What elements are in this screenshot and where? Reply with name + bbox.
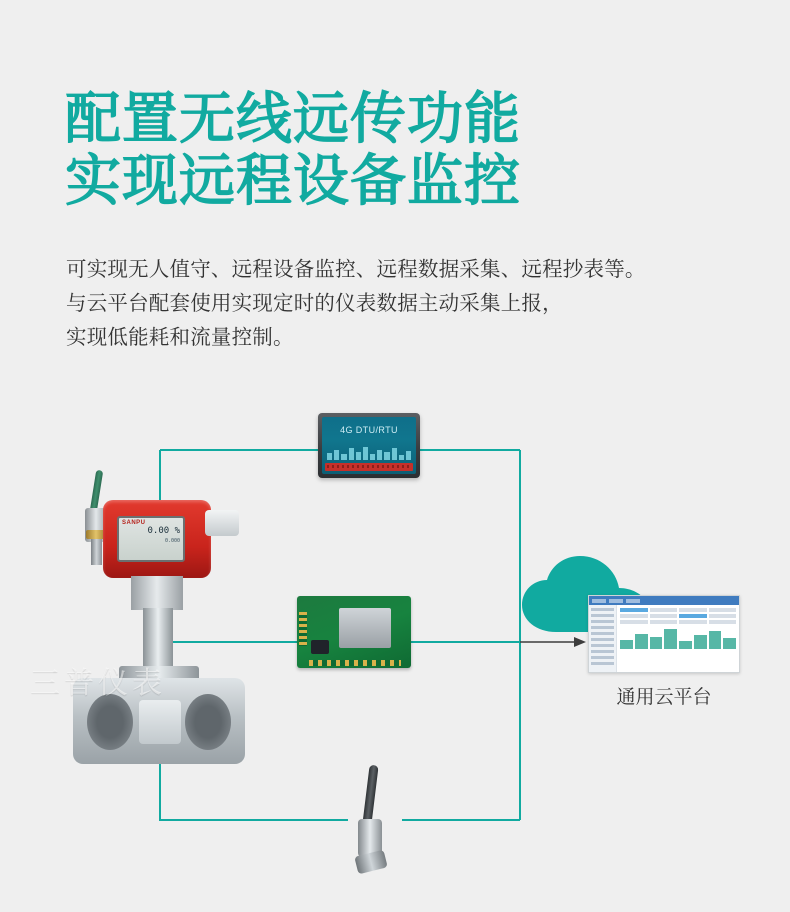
dtu-rtu-device [318,413,420,478]
meter-bore-right [185,694,231,750]
dtu-terminal-strip [325,463,413,471]
connectivity-diagram [0,390,790,912]
meter-neck [131,576,183,610]
meter-readout: 0.00 % [147,526,180,536]
dtu-label: 4G DTU/RTU [340,425,398,435]
dashboard-sidebar [589,605,617,673]
dtu-screen [322,417,416,474]
cloud-platform-label: 通用云平台 [616,687,712,708]
wireless-module-pcb [297,596,411,668]
headline-line-1: 配置无线远传功能 [65,87,521,150]
meter-readout-secondary: 0.000 [164,538,180,544]
pcb-rf-shield [339,608,391,648]
meter-nameplate [139,700,181,744]
dashboard-content [617,605,739,673]
antenna-stem [91,539,102,565]
description-line-1: 可实现无人值守、远程设备监控、远程数据采集、远程抄表等。 [66,258,646,281]
meter-display [117,516,185,562]
pcb-header-pins [299,612,307,646]
sensor-antenna-rod [362,765,378,826]
page-title [65,88,765,212]
watermark: 三普仪表 [30,667,166,700]
antenna-icon [90,470,103,513]
dashboard-titlebar [589,596,739,605]
meter-cable-gland [205,510,239,536]
page-description [66,253,766,355]
flow-meter-device [55,470,255,770]
meter-bore-left [87,694,133,750]
dashboard-chart [620,627,736,649]
cloud-dashboard-preview [588,595,740,673]
description-line-2: 与云平台配套使用实现定时的仪表数据主动采集上报， [66,292,563,315]
headline-line-2: 实现远程设备监控 [65,149,521,212]
pcb-gold-pads [309,660,401,666]
meter-brand: SANPU [122,520,146,526]
wireless-antenna-sensor [340,765,410,875]
description-line-3: 实现低能耗和流量控制。 [66,326,294,349]
pcb-chip [311,640,329,654]
dtu-signal-bars [327,446,411,460]
